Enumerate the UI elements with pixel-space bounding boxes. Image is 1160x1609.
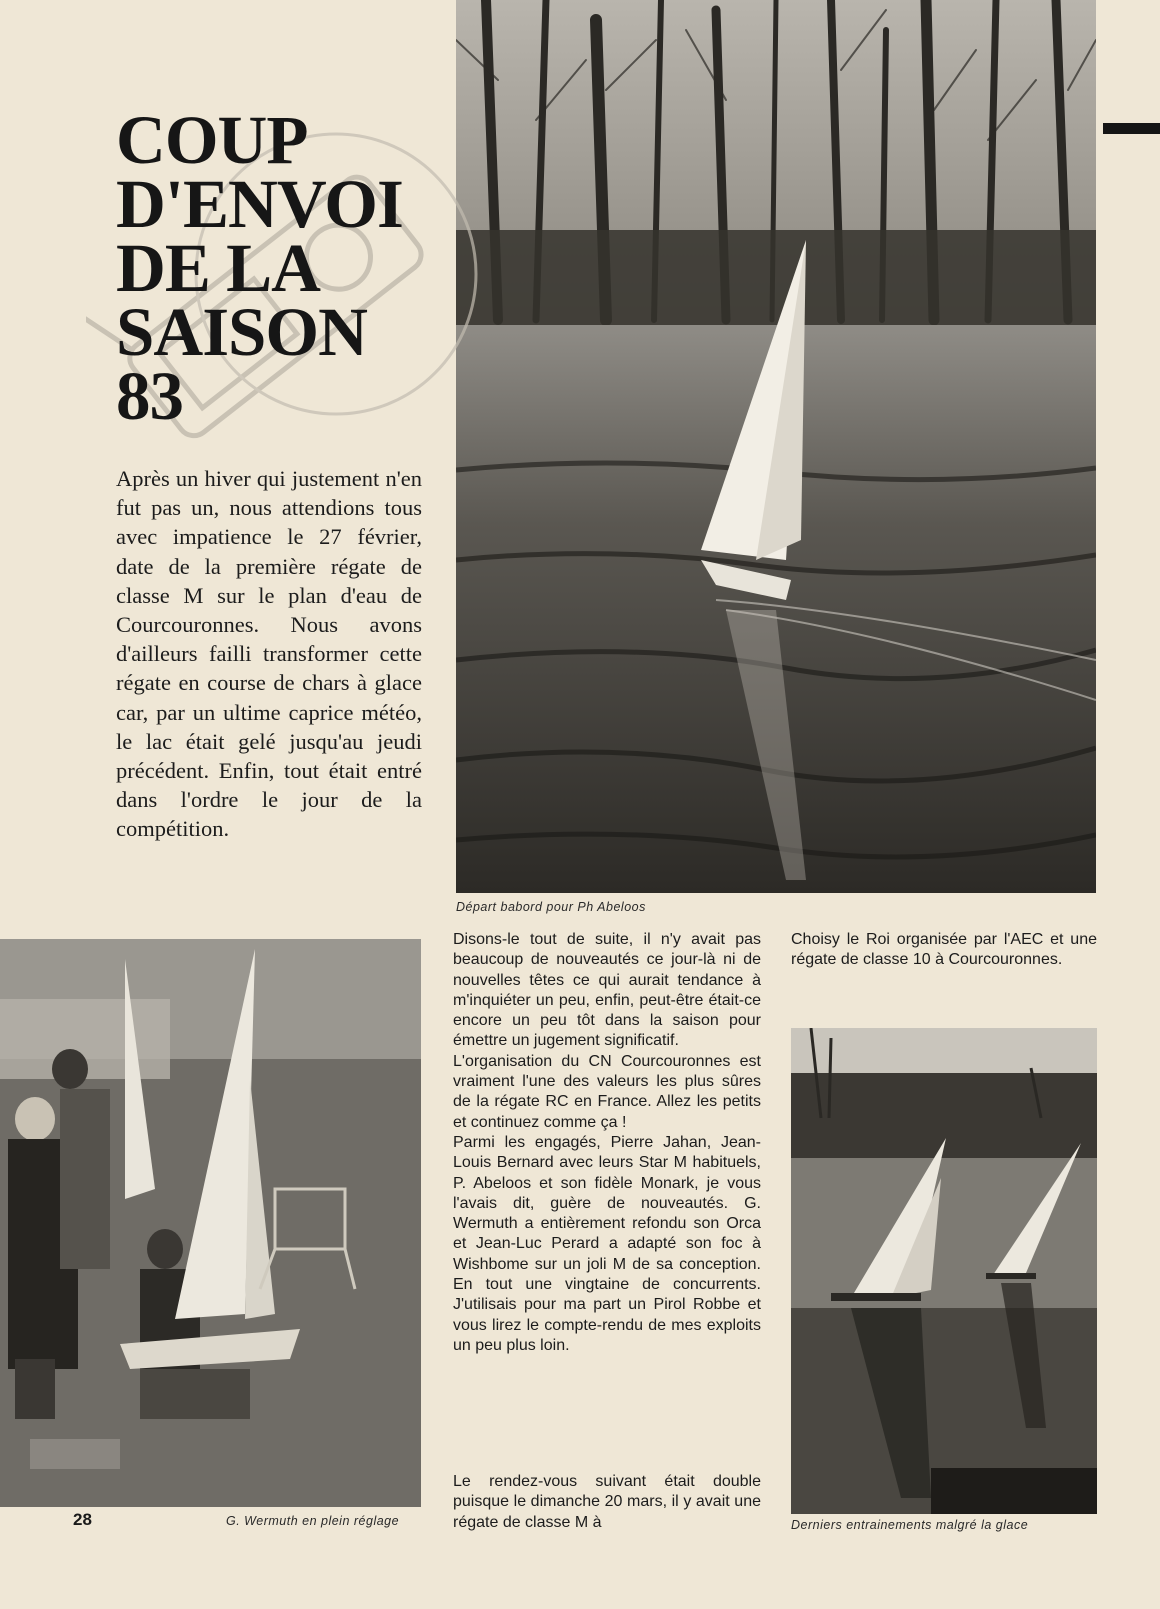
photo-boats-training-ice [791, 1028, 1097, 1514]
page-edge-marker [1103, 123, 1160, 134]
body-paragraph: Disons-le tout de suite, il n'y avait pas beaucoup de nouveautés ce jour-là ni de nouvelles têtes ce qui aurait tendance à m'inquiéter un peu, enfin, peut-être était-ce encore un peu tôt dans la saison pour émettre un jugement significatif. [453, 931, 761, 1050]
title-line-5: 83 [116, 358, 183, 434]
body-paragraph: Parmi les engagés, Pierre Jahan, Jean-Louis Bernard avec leurs Star M habituels, P. Abeloos et son fidèle Monark, je vous l'avais dit, guère de nouveautés. G. Wermuth a entièrement refondu son Orca et Jean-Luc Perard a adapté son foc à Wishbome sur un joli M de sa conception. En tout une vingtaine de concurrents. J'utilisais pour ma part un Pirol Robbe et vous lirez le compte-rendu de mes exploits un peu plus loin. [453, 1133, 761, 1354]
caption-right-photo: Derniers entrainements malgré la glace [791, 1518, 1029, 1532]
photo-wermuth-adjusting-boat [0, 939, 421, 1507]
caption-main-photo: Départ babord pour Ph Abeloos [456, 900, 646, 914]
body-paragraph: Choisy le Roi organisée par l'AEC et une régate de classe 10 à Courcouronnes. [791, 931, 1097, 969]
body-paragraph: Le rendez-vous suivant était double puisque le dimanche 20 mars, il y avait une régate de classe M à [453, 1473, 761, 1531]
title-line-4: SAISON [116, 294, 367, 370]
page-number: 28 [73, 1510, 92, 1529]
body-column-right [791, 930, 1097, 971]
intro-paragraph: Après un hiver qui justement n'en fut pas un, nous attendions tous avec impatience le 27 février, date de la première régate de classe M sur le plan d'eau de Courcouronnes. Nous avons d'ailleurs failli transformer cette régate en course de chars à glace car, par un ultime caprice météo, le lac était gelé jusqu'au jeudi précédent. Enfin, tout était entré dans l'ordre le jour de la compétition. [116, 466, 422, 842]
body-column-middle-continued [453, 1472, 761, 1533]
body-column-middle [453, 930, 761, 1356]
body-paragraph: L'organisation du CN Courcouronnes est vraiment l'une des valeurs les plus sûres de la régate RC en France. Allez les petits et continuez comme ça ! [453, 1052, 761, 1131]
title-line-2: D'ENVOI [116, 166, 403, 242]
article-title [116, 102, 446, 434]
title-line-1: COUP [116, 102, 308, 178]
title-line-3: DE LA [116, 230, 320, 306]
main-photo-sailboat-lake [456, 0, 1096, 893]
caption-left-photo: G. Wermuth en plein réglage [226, 1514, 400, 1528]
